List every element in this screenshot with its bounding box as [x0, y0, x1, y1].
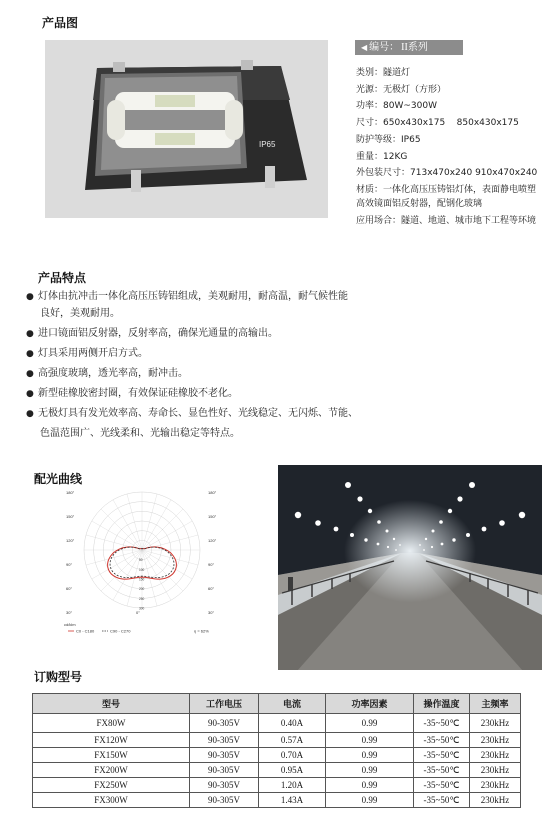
radial-tick-label: 50 — [139, 558, 143, 563]
feature-item: ● 进口镜面铝反射器，反射率高，确保光通量的高输出。 — [26, 328, 278, 339]
section-title-light-curve: 配光曲线 — [34, 472, 83, 486]
spec-material: 材质：一体化高压压铸铝灯体，表面静电喷塑高效镜面铝反射器，配钢化玻璃 — [356, 185, 537, 209]
angle-tick-label: 60° — [66, 586, 73, 591]
legend-c0: C0 - C180 — [76, 628, 95, 634]
angle-tick-label: 120° — [208, 538, 217, 543]
table-header-row — [33, 694, 521, 714]
bullet-icon: ● — [26, 349, 34, 359]
feature-item-continued: 色温范围广、光线柔和、光输出稳定等特点。 — [40, 428, 240, 439]
triangle-icon: ◀ — [361, 43, 368, 52]
feature-item-continued: 良好，美观耐用。 — [40, 308, 120, 319]
angle-tick-label: 120° — [66, 538, 75, 543]
legend-c90: C90 - C270 — [110, 628, 131, 634]
series-tag: ◀ 编号： II系列 — [355, 40, 463, 55]
angle-tick-label: 30° — [208, 610, 215, 615]
table-row: FX200W 90-305V 0.95A 0.99 -35~50℃ 230kHz — [33, 763, 521, 778]
product-ip-label: IP65 — [259, 140, 276, 149]
angle-tick-label: 180° — [66, 490, 75, 495]
column-header-temperature: 操作温度 — [414, 694, 470, 714]
column-header-current: 电流 — [259, 694, 326, 714]
angle-tick-label: 90° — [208, 562, 215, 567]
feature-item: ● 灯体由抗冲击一体化高压压铸铝组成，美观耐用，耐高温，耐气候性能 — [26, 291, 348, 302]
efficiency-label: η = 62% — [194, 628, 209, 634]
spec-size: 尺寸：650x430x175 850x430x175 — [356, 118, 519, 128]
angle-tick-label: 90° — [66, 562, 73, 567]
angle-tick-label: 180° — [208, 490, 217, 495]
bullet-icon: ● — [26, 292, 34, 302]
angle-tick-label: 60° — [208, 586, 215, 591]
radial-tick-label: 200 — [139, 587, 145, 592]
radial-tick-label: 300 — [139, 606, 145, 611]
product-photo — [45, 40, 328, 218]
bullet-icon: ● — [26, 389, 34, 399]
angle-tick-label: 0° — [136, 610, 140, 615]
table-row: FX80W 90-305V 0.40A 0.99 -35~50℃ 230kHz — [33, 714, 521, 733]
column-header-voltage: 工作电压 — [190, 694, 259, 714]
spec-power: 功率：80W~300W — [356, 101, 438, 111]
feature-item: ● 灯具采用两侧开启方式。 — [26, 348, 148, 359]
grid-spoke — [101, 550, 142, 591]
column-header-model: 型号 — [33, 694, 190, 714]
feature-item: ● 高强度玻璃，透光率高，耐冲击。 — [26, 368, 188, 379]
spec-package-size: 外包装尺寸：713x470x240 910x470x240 — [356, 168, 538, 178]
bullet-icon: ● — [26, 329, 34, 339]
spec-category: 类别：隧道灯 — [356, 68, 411, 78]
radial-tick-label: 100 — [139, 567, 145, 572]
grid-spoke — [142, 521, 192, 550]
angle-tick-label: 30° — [66, 610, 73, 615]
spec-light-source: 光源：无极灯（方形） — [356, 85, 447, 95]
table-row: FX250W 90-305V 1.20A 0.99 -35~50℃ 230kHz — [33, 778, 521, 793]
table-row: FX150W 90-305V 0.70A 0.99 -35~50℃ 230kHz — [33, 748, 521, 763]
spec-protection: 防护等级：IP65 — [356, 135, 421, 145]
spec-weight: 重量：12KG — [356, 152, 408, 162]
table-row: FX300W 90-305V 1.43A 0.99 -35~50℃ 230kHz — [33, 793, 521, 808]
grid-spoke — [142, 550, 183, 591]
section-title-product-image: 产品图 — [42, 16, 79, 30]
feature-item: ● 新型硅橡胶密封圈，有效保证硅橡胶不老化。 — [26, 388, 238, 399]
order-models-table — [32, 693, 521, 808]
bullet-icon: ● — [26, 369, 34, 379]
grid-spoke — [101, 509, 142, 550]
series-tag-prefix: 编号 — [369, 42, 390, 53]
polar-unit-label: cd/klm — [64, 622, 76, 627]
section-title-order-models: 订购型号 — [34, 670, 83, 684]
radial-tick-label: 250 — [139, 596, 145, 601]
grid-spoke — [142, 550, 192, 579]
section-title-features: 产品特点 — [38, 271, 87, 285]
bullet-icon: ● — [26, 409, 34, 419]
grid-spoke — [92, 521, 142, 550]
grid-spoke — [142, 500, 171, 550]
angle-tick-label: 150° — [208, 514, 217, 519]
column-header-power-factor: 功率因素 — [326, 694, 414, 714]
tunnel-installation-photo — [278, 465, 542, 670]
feature-item: ● 无极灯具有发光效率高、寿命长、显色性好、光线稳定、无闪烁、节能、 — [26, 408, 358, 419]
table-row: FX120W 90-305V 0.57A 0.99 -35~50℃ 230kHz — [33, 733, 521, 748]
grid-spoke — [113, 500, 142, 550]
grid-spoke — [92, 550, 142, 579]
grid-spoke — [142, 509, 183, 550]
spec-application: 应用场合：隧道、地道、城市地下工程等环境 — [356, 216, 537, 226]
light-distribution-chart — [62, 490, 222, 640]
column-header-frequency: 主频率 — [470, 694, 521, 714]
radial-tick-label: 150 — [139, 577, 145, 582]
series-tag-series: II系列 — [401, 42, 428, 53]
angle-tick-label: 150° — [66, 514, 75, 519]
